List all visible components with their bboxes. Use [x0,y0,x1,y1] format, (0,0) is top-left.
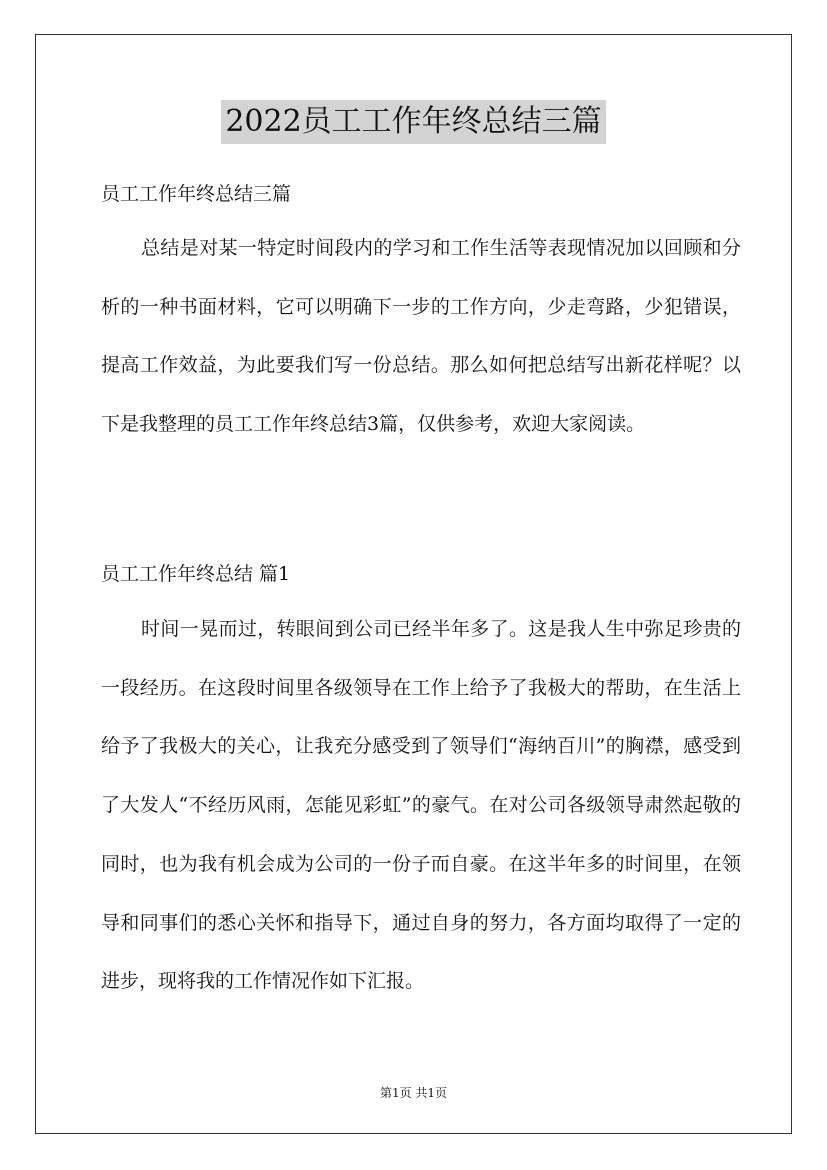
document-title: 2022员工工作年终总结三篇 [221,100,605,144]
document-subtitle: 员工工作年终总结三篇 [101,183,292,205]
page-footer: 第1页 共1页 [379,1086,448,1100]
section-1-heading: 员工工作年终总结 篇1 [101,563,291,585]
title-container [0,100,827,144]
intro-paragraph: 总结是对某一特定时间段内的学习和工作生活等表现情况加以回顾和分析的一种书面材料，它可以明确下一步的工作方向，少走弯路，少犯错误，提高工作效益，为此要我们写一份总结。那么如何把总结写出新花样呢？以下是我整理的员工工作年终总结3篇，仅供参考，欢迎大家阅读。 [101,237,741,436]
section-1-paragraph: 时间一晃而过，转眼间到公司已经半年多了。这是我人生中弥足珍贵的一段经历。在这段时间里各级领导在工作上给予了我极大的帮助，在生活上给予了我极大的关心，让我充分感受到了领导们“海纳百川”的胸襟，感受到了大发人“不经历风雨，怎能见彩虹”的豪气。在对公司各级领导肃然起敬的同时，也为我有机会成为公司的一份子而自豪。在这半年多的时间里，在领导和同事们的悉心关怀和指导下，通过自身的努力，各方面均取得了一定的进步，现将我的工作情况作如下汇报。 [101,618,741,993]
